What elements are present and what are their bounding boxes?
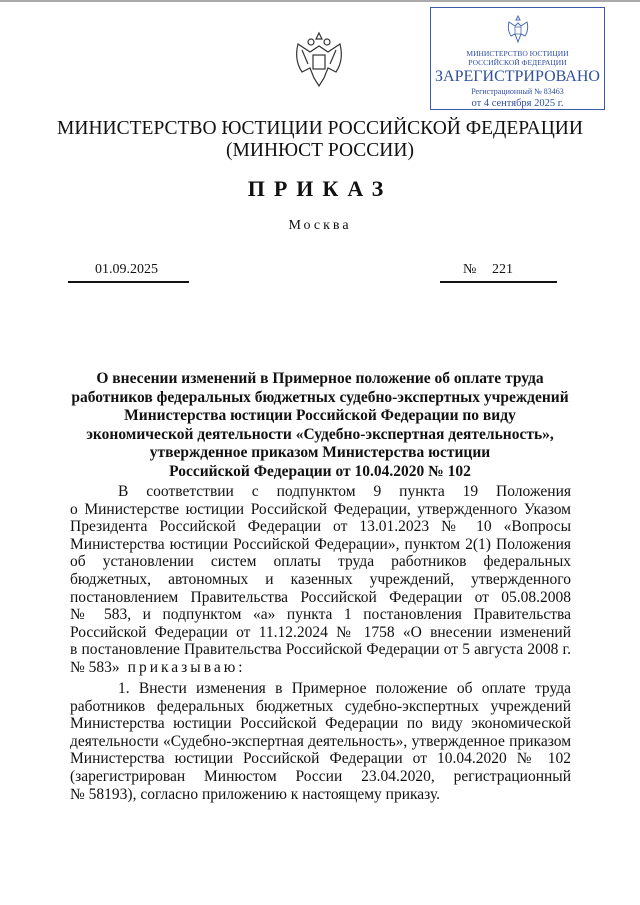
text-line: работников федеральных бюджетных судебно-экспертных учреждений — [70, 697, 571, 715]
text-line: Министерства юстиции Российской Федерации по виду экономической — [70, 715, 571, 733]
text-line: о Министерстве юстиции Российской Федерации, утвержденного Указом — [70, 500, 571, 518]
registration-stamp — [430, 7, 605, 110]
stamp-ministry: МИНИСТЕРСТВО ЮСТИЦИИ РОССИЙСКОЙ ФЕДЕРАЦИИ — [466, 49, 569, 67]
order-date: 01.09.2025 — [95, 262, 158, 277]
reference-text: № 583» — [70, 658, 120, 676]
number-underline — [440, 281, 557, 283]
order-title — [0, 370, 640, 482]
order-word: приказываю: — [127, 658, 246, 676]
paragraph-preamble — [70, 483, 571, 677]
text-line: № 583, и подпунктом «а» пункта 1 постановления Правительства — [70, 606, 571, 624]
text-line: деятельности «Судебно-экспертная деятельность», утвержденное приказом — [70, 732, 571, 750]
document-type: ПРИКАЗ — [247, 176, 393, 201]
stamp-status: ЗАРЕГИСТРИРОВАНО — [435, 68, 600, 85]
text-line — [70, 659, 571, 677]
text-line: (зарегистрирован Минюстом России 23.04.2020, регистрационный — [70, 767, 571, 785]
text-line: Министерства юстиции Российской Федерации», пунктом 2(1) Положения — [70, 535, 571, 553]
title-line: О внесении изменений в Примерное положение об оплате труда — [96, 370, 544, 387]
number-label: № — [463, 262, 477, 277]
order-number: 221 — [492, 262, 513, 277]
text-line: Министерства юстиции Российской Федерации от 10.04.2020 № 102 — [70, 750, 571, 768]
title-line: утвержденное приказом Министерства юстиции — [149, 444, 491, 462]
title-line: экономической деятельности «Судебно-экспертная деятельность», — [86, 425, 554, 443]
text-line: В соответствии с подпунктом 9 пункта 19 Положения — [118, 483, 571, 500]
text-line: постановлением Правительства Российской Федерации от 05.08.2008 — [70, 588, 571, 606]
text-line: об установлении систем оплаты труда работников федеральных — [70, 553, 571, 571]
stamp-date: от 4 сентября 2025 г. — [471, 98, 564, 109]
text-line: Российской Федерации от 11.12.2024 № 1758 «О внесении изменений — [70, 623, 571, 641]
ministry-name — [0, 118, 640, 162]
city: Москва — [288, 218, 352, 233]
text-line: в постановление Правительства Российской Федерации от 5 августа 2008 г. — [70, 641, 571, 659]
text-line: № 58193), согласно приложению к настоящему приказу. — [70, 785, 441, 803]
emblem-icon — [505, 14, 531, 44]
title-line: работников федеральных бюджетных судебно-экспертных учреждений — [71, 388, 569, 406]
paragraph-item-1 — [70, 680, 571, 803]
text-line: Президента Российской Федерации от 13.01.2023 № 10 «Вопросы — [70, 518, 571, 536]
ministry-line1: МИНИСТЕРСТВО ЮСТИЦИИ РОССИЙСКОЙ ФЕДЕРАЦИИ — [57, 118, 583, 139]
date-underline — [68, 281, 189, 283]
coat-of-arms-icon — [292, 30, 346, 90]
title-line: Министерства юстиции Российской Федерации по виду — [124, 407, 516, 425]
text-line: 1. Внести изменения в Примерное положение об оплате труда — [118, 680, 571, 697]
stamp-reg-number: Регистрационный № 83463 — [471, 87, 564, 96]
text-line: бюджетных, автономных и казенных учреждений, утвержденного — [70, 570, 571, 588]
top-edge — [0, 0, 640, 2]
title-line: Российской Федерации от 10.04.2020 № 102 — [169, 462, 471, 480]
ministry-line2: (МИНЮСТ РОССИИ) — [226, 140, 414, 161]
